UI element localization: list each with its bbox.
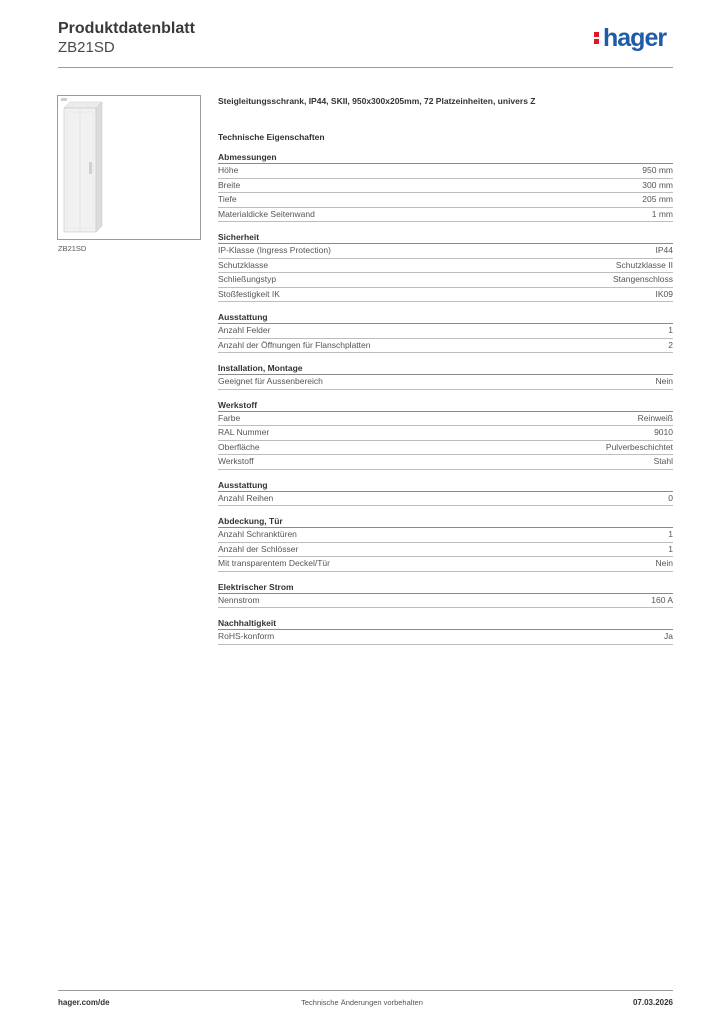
spec-row xyxy=(218,594,673,609)
spec-label: Nennstrom xyxy=(218,594,260,605)
spec-value: 0 xyxy=(668,492,673,503)
spec-label: Breite xyxy=(218,179,241,190)
spec-value: Stangenschloss xyxy=(612,274,673,284)
spec-value: Nein xyxy=(655,376,673,386)
product-image xyxy=(57,95,201,240)
spec-label: Mit transparentem Deckel/Tür xyxy=(218,558,330,568)
spec-label: RoHS-konform xyxy=(218,631,275,641)
spec-row xyxy=(218,412,673,427)
spec-label: Anzahl der Öffnungen für Flanschplatten xyxy=(218,339,371,350)
spec-value: 1 xyxy=(668,325,673,335)
section-title: Ausstattung xyxy=(218,479,673,492)
spec-row xyxy=(218,193,673,208)
spec-section xyxy=(218,231,673,302)
spec-row xyxy=(218,375,673,390)
spec-value: 160 A xyxy=(651,594,673,605)
footer-date: 07.03.2026 xyxy=(632,998,673,1007)
spec-value: 300 mm xyxy=(642,179,673,190)
spec-row xyxy=(218,339,673,354)
spec-row xyxy=(218,288,673,303)
hager-logo xyxy=(594,26,666,51)
spec-row xyxy=(218,441,673,456)
spec-value: Nein xyxy=(655,558,673,568)
product-code: ZB21SD xyxy=(58,39,115,56)
spec-label: Tiefe xyxy=(218,194,237,204)
page-title: Produktdatenblatt xyxy=(58,20,195,37)
spec-label: Stoßfestigkeit IK xyxy=(218,288,280,299)
spec-label: Materialdicke Seitenwand xyxy=(218,208,315,219)
spec-label: IP-Klasse (Ingress Protection) xyxy=(218,245,331,255)
logo-text: hager xyxy=(603,24,667,52)
section-title: Ausstattung xyxy=(218,311,673,324)
spec-row xyxy=(218,455,673,470)
spec-row xyxy=(218,492,673,507)
spec-label: Geeignet für Aussenbereich xyxy=(218,376,323,386)
spec-section xyxy=(218,311,673,353)
spec-value: IK09 xyxy=(655,288,673,299)
spec-row xyxy=(218,528,673,543)
section-title: Installation, Montage xyxy=(218,362,673,375)
product-description: Steigleitungsschrank, IP44, SKII, 950x300x205mm, 72 Platzeinheiten, univers Z xyxy=(218,96,536,106)
spec-label: Anzahl der Schlösser xyxy=(218,543,299,554)
spec-sheet xyxy=(218,96,673,645)
spec-value: Pulverbeschichtet xyxy=(605,441,673,452)
spec-row xyxy=(218,557,673,572)
section-title: Abdeckung, Tür xyxy=(218,515,673,528)
spec-row xyxy=(218,244,673,259)
spec-value: 950 mm xyxy=(642,165,673,175)
spec-label: RAL Nummer xyxy=(218,427,270,437)
spec-row xyxy=(218,164,673,179)
spec-section xyxy=(218,479,673,507)
spec-value: Stahl xyxy=(653,456,673,466)
spec-row xyxy=(218,543,673,558)
spec-label: Anzahl Felder xyxy=(218,325,271,335)
spec-label: Farbe xyxy=(218,412,241,423)
spec-value: 9010 xyxy=(654,427,673,437)
spec-row xyxy=(218,259,673,274)
header-divider xyxy=(58,67,673,68)
spec-section xyxy=(218,617,673,645)
footer-website: hager.com/de xyxy=(58,998,110,1007)
cabinet-image-icon xyxy=(58,96,202,241)
spec-section xyxy=(218,399,673,470)
footer-divider xyxy=(58,990,673,991)
section-title: Nachhaltigkeit xyxy=(218,617,673,630)
spec-label: Oberfläche xyxy=(218,441,260,452)
spec-value: 205 mm xyxy=(642,194,673,204)
spec-label: Schließungstyp xyxy=(218,274,277,284)
spec-label: Anzahl Schranktüren xyxy=(218,529,297,539)
spec-value: Reinweiß xyxy=(637,412,673,423)
technical-properties-title: Technische Eigenschaften xyxy=(218,132,325,142)
spec-value: IP44 xyxy=(655,245,673,255)
spec-row xyxy=(218,179,673,194)
spec-row xyxy=(218,208,673,223)
spec-sections xyxy=(218,151,673,645)
spec-section xyxy=(218,362,673,390)
spec-label: Werkstoff xyxy=(218,456,254,466)
spec-value: 1 xyxy=(668,543,673,554)
spec-value: 1 mm xyxy=(651,208,673,219)
section-title: Sicherheit xyxy=(218,231,673,244)
spec-section xyxy=(218,581,673,609)
spec-value: 1 xyxy=(668,529,673,539)
spec-section xyxy=(218,151,673,222)
spec-label: Schutzklasse xyxy=(218,259,269,270)
image-caption: ZB21SD xyxy=(58,244,87,253)
spec-section xyxy=(218,515,673,572)
spec-label: Höhe xyxy=(218,165,239,175)
logo-dots-icon xyxy=(594,26,602,46)
section-title: Abmessungen xyxy=(218,151,673,164)
spec-row xyxy=(218,324,673,339)
spec-row xyxy=(218,630,673,645)
spec-label: Anzahl Reihen xyxy=(218,492,274,503)
section-title: Elektrischer Strom xyxy=(218,581,673,594)
spec-row xyxy=(218,426,673,441)
spec-value: 2 xyxy=(668,339,673,350)
spec-value: Ja xyxy=(664,631,673,641)
section-title: Werkstoff xyxy=(218,399,673,412)
footer-notice: Technische Änderungen vorbehalten xyxy=(301,998,423,1007)
spec-value: Schutzklasse II xyxy=(615,259,673,270)
spec-row xyxy=(218,273,673,288)
